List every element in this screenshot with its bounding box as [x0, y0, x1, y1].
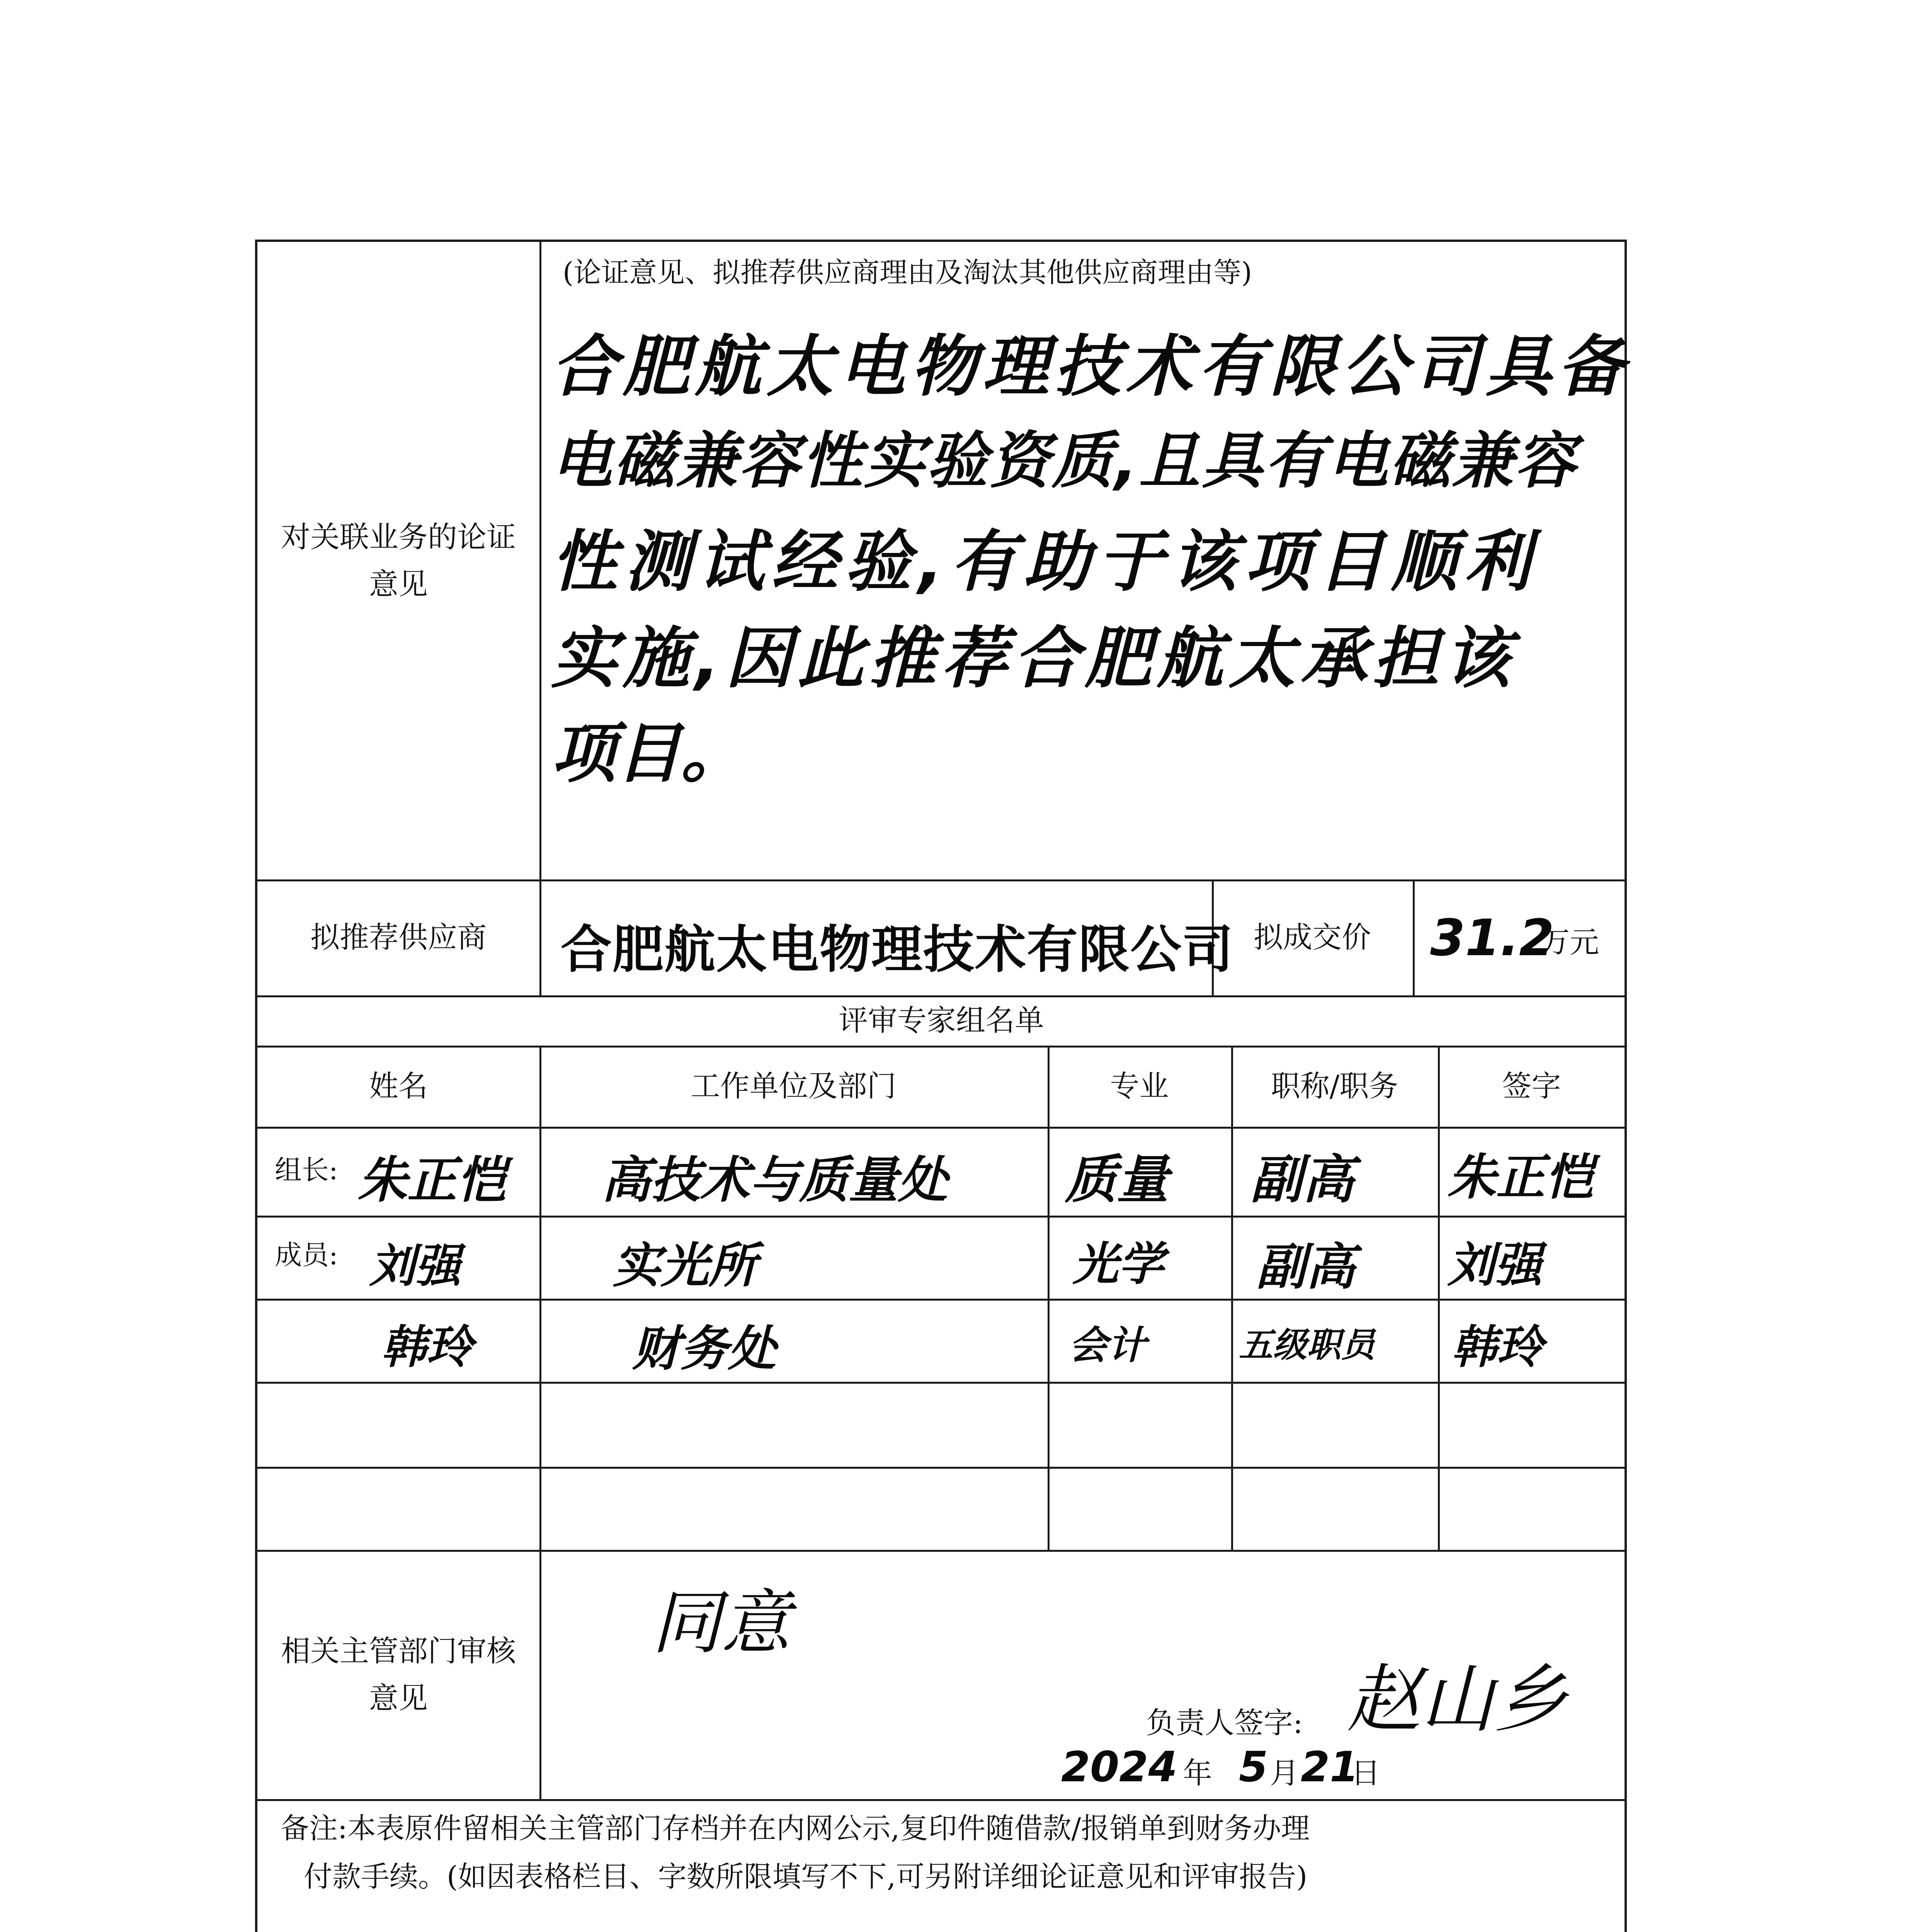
expert-title: 五级职员 — [1239, 1325, 1375, 1365]
date-year: 2024 — [1061, 1743, 1177, 1791]
expert-signature: 刘强 — [1448, 1238, 1542, 1293]
opinion-hint: (论证意见、拟推荐供应商理由及淘汰其他供应商理由等) — [563, 256, 1252, 289]
date-month: 5 — [1239, 1743, 1268, 1791]
expert-name: 韩玲 — [381, 1320, 473, 1374]
supplier-label: 拟推荐供应商 — [310, 920, 487, 955]
expert-major: 质量 — [1065, 1150, 1169, 1210]
row-divider — [257, 1127, 1625, 1129]
header-title: 职称/职务 — [1271, 1069, 1398, 1104]
row-divider — [257, 1799, 1625, 1801]
row-divider — [257, 1467, 1625, 1469]
col-divider — [1413, 879, 1415, 995]
header-dept: 工作单位及部门 — [691, 1069, 897, 1104]
expert-major: 会计 — [1069, 1323, 1146, 1368]
expert-major: 光学 — [1073, 1237, 1164, 1291]
expert-signature: 韩玲 — [1451, 1320, 1543, 1374]
header-major: 专业 — [1110, 1069, 1169, 1104]
col-divider — [539, 242, 541, 995]
col-divider — [539, 1046, 541, 1799]
review-opinion: 同意 — [652, 1583, 791, 1663]
row-divider — [257, 1299, 1625, 1301]
expert-title: 副高 — [1256, 1238, 1356, 1296]
date-month-char: 月 — [1270, 1756, 1299, 1790]
expert-title: 副高 — [1250, 1150, 1354, 1210]
date-day-char: 日 — [1351, 1756, 1380, 1790]
price-unit: 万元 — [1540, 925, 1599, 959]
opinion-line: 性测试经验,有助于该项目顺利 — [551, 523, 1538, 600]
member-label: 成员: — [275, 1239, 338, 1271]
signer-signature: 赵山乡 — [1347, 1657, 1568, 1742]
row-divider — [257, 1216, 1625, 1218]
header-sign: 签字 — [1502, 1069, 1561, 1104]
date-day: 21 — [1301, 1743, 1359, 1791]
supplier-value: 合肥航太电物理技术有限公司 — [561, 920, 1234, 980]
header-name: 姓名 — [369, 1069, 428, 1104]
review-label: 相关主管部门审核意见 — [281, 1633, 516, 1715]
opinion-line: 实施,因此推荐合肥航太承担该 — [551, 619, 1516, 697]
price-value: 31.2 — [1430, 908, 1554, 967]
procurement-form — [255, 240, 1627, 1932]
leader-label: 组长: — [275, 1154, 338, 1186]
expert-name: 朱正恺 — [358, 1151, 507, 1209]
expert-signature: 朱正恺 — [1448, 1149, 1594, 1206]
expert-dept: 财务处 — [632, 1321, 776, 1377]
opinion-line: 项目。 — [551, 716, 746, 791]
expert-dept: 高技术与质量处 — [601, 1151, 948, 1209]
price-label: 拟成交价 — [1254, 920, 1371, 955]
expert-name: 刘强 — [369, 1239, 461, 1293]
opinion-label: 对关联业务的论证意见 — [281, 520, 516, 601]
row-divider — [257, 1382, 1625, 1384]
experts-title: 评审专家组名单 — [839, 1003, 1044, 1038]
opinion-line: 合肥航太电物理技术有限公司具备 — [551, 328, 1629, 405]
date-year-char: 年 — [1183, 1756, 1212, 1790]
footnote-line2: 付款手续。(如因表格栏目、字数所限填写不下,可另附详细论证意见和评审报告) — [304, 1860, 1308, 1893]
opinion-line: 电磁兼容性实验资质,且具有电磁兼容 — [551, 425, 1578, 497]
expert-dept: 实光所 — [613, 1238, 757, 1294]
signer-label: 负责人签字: — [1146, 1706, 1303, 1740]
footnote-line1: 备注:本表原件留相关主管部门存档并在内网公示,复印件随借款/报销单到财务办理 — [281, 1812, 1310, 1845]
